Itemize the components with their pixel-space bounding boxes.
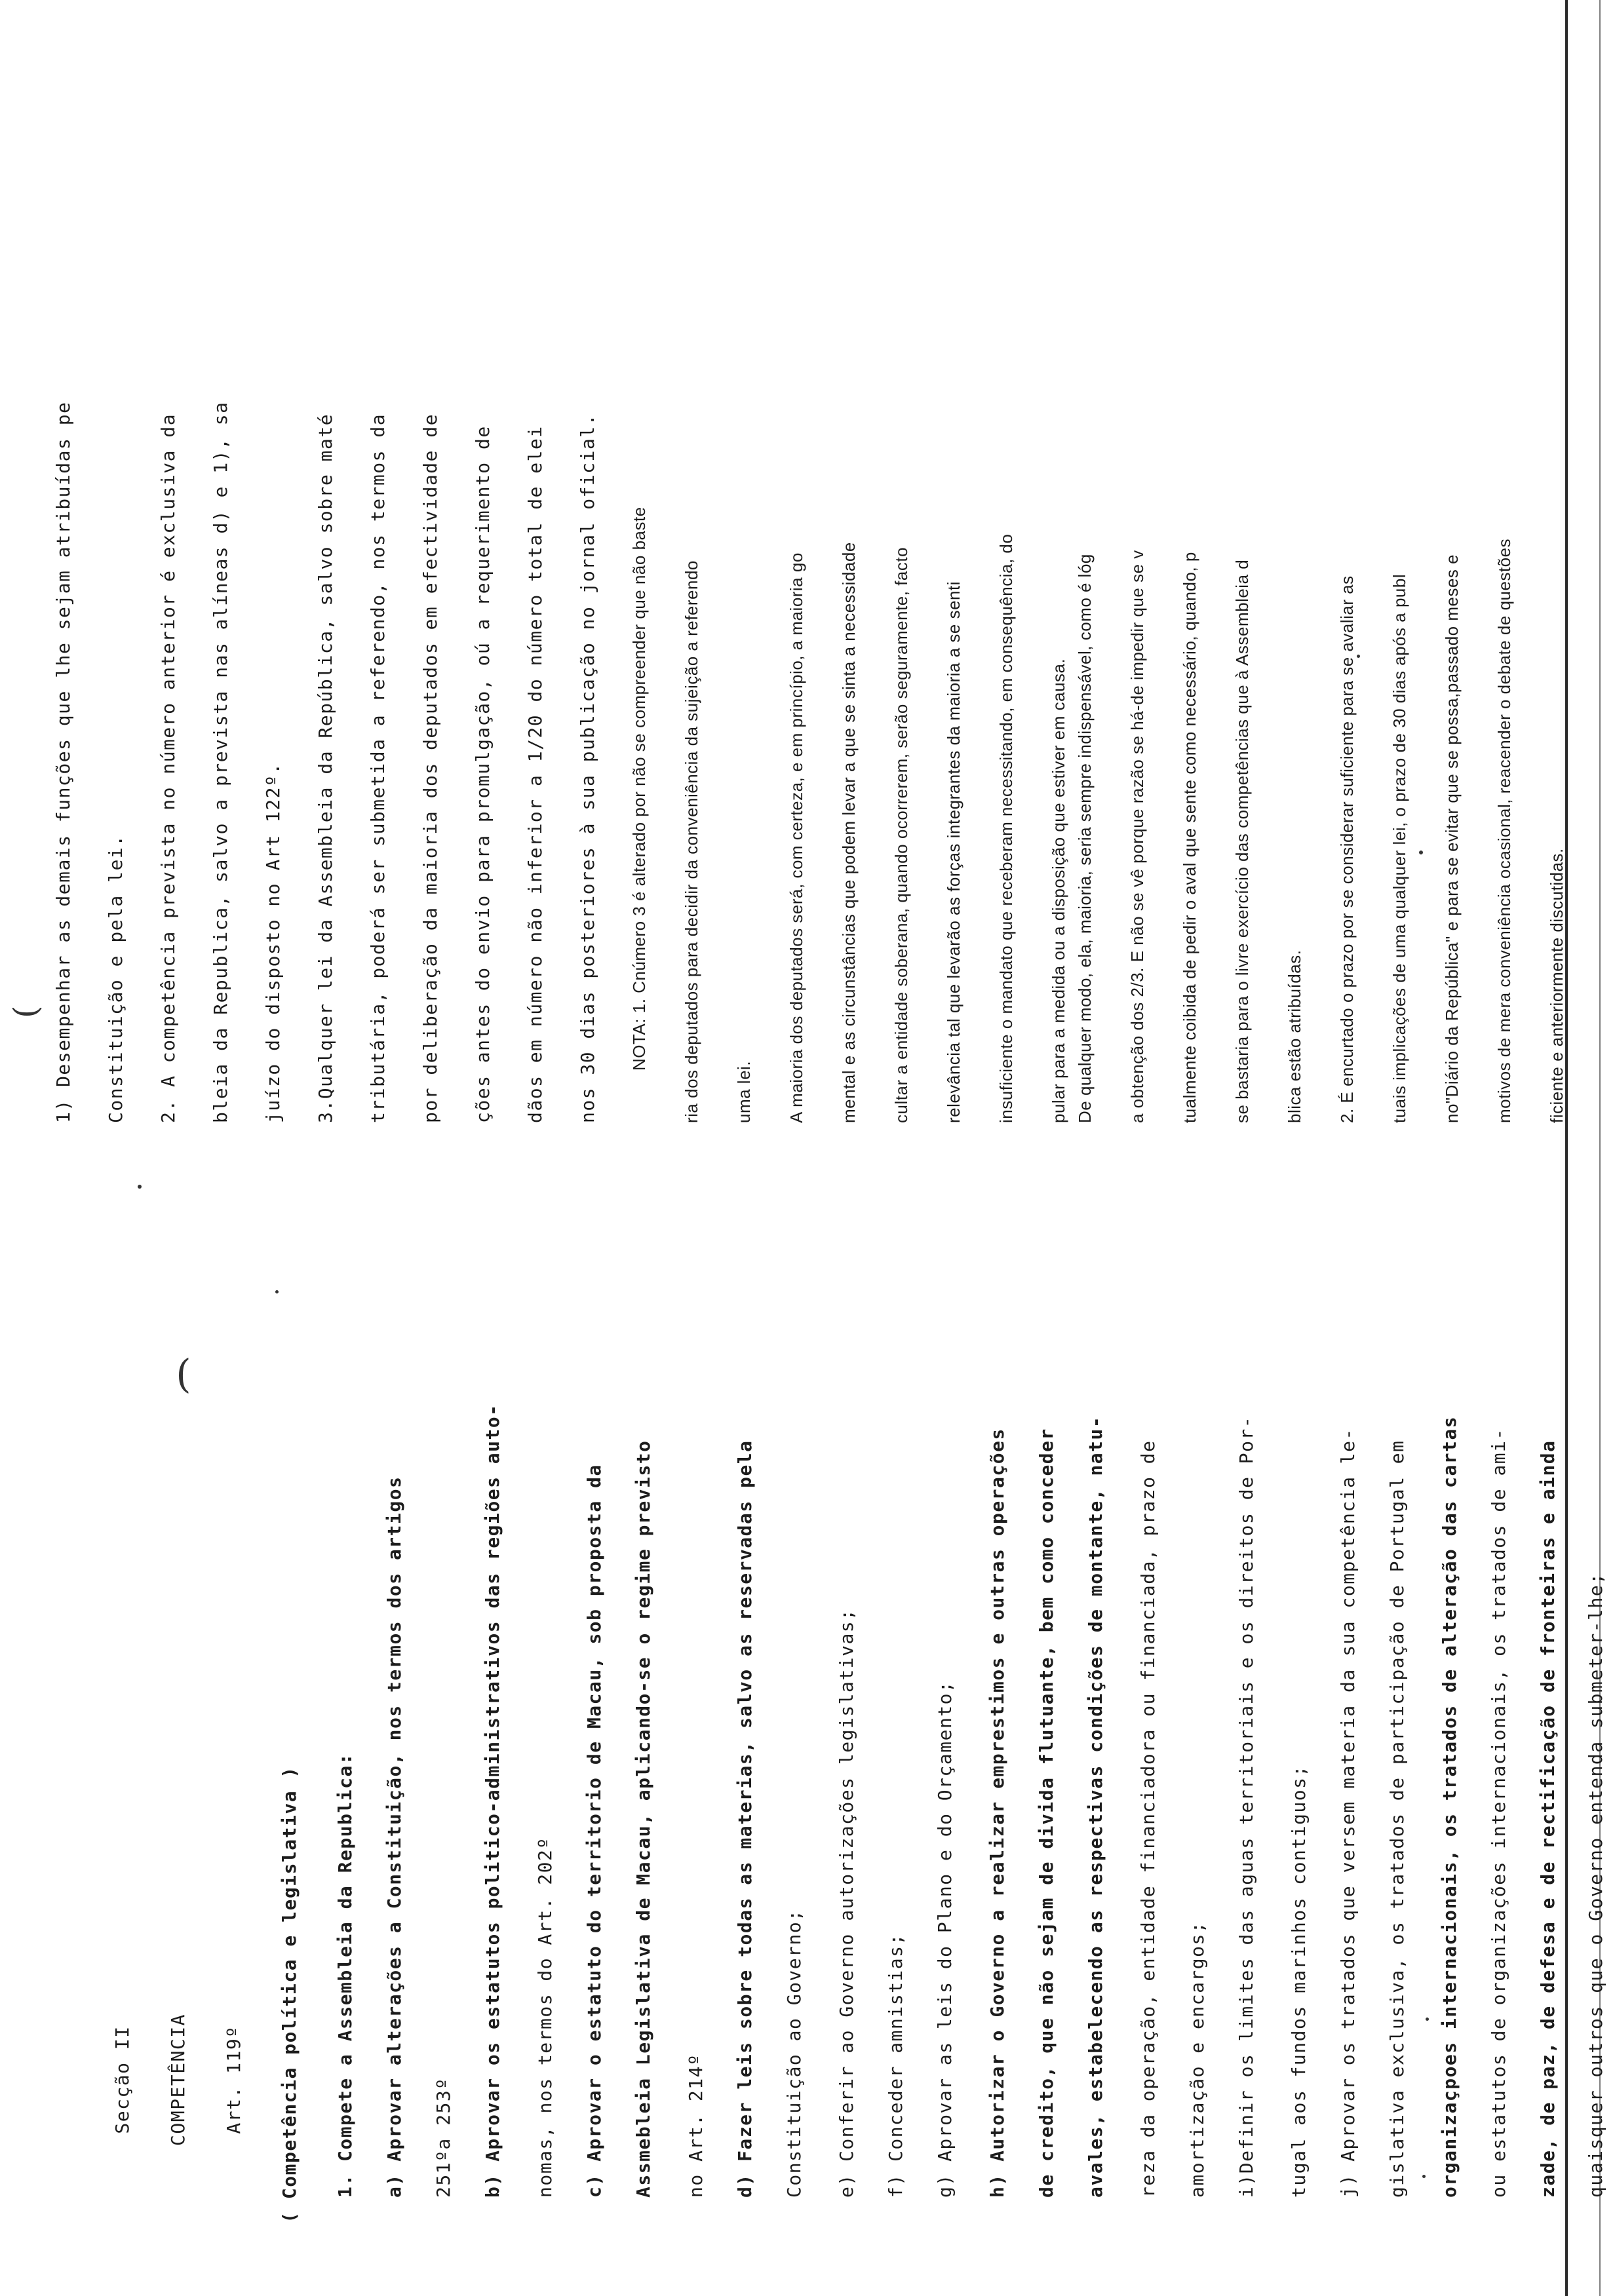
article-line: amortização e encargos;	[1186, 1921, 1208, 2198]
note-line: De qualquer modo, ela, maioria, seria sempre indispensável, como é lóg	[1075, 554, 1095, 1123]
note-line: ficiente e anteriormente discutidas.	[1547, 848, 1566, 1123]
article-line: a) Aprovar alterações a Constituição, nos termos dos artigos	[383, 1476, 405, 2198]
article-line: 1. Compete a Assembleia da Republica:	[334, 1752, 356, 2198]
article-line: g) Aprovar as leis do Plano e do Orçamento;	[934, 1680, 956, 2198]
article-line: ou estatutos de organizações internacionais, os tratados de ami-	[1488, 1428, 1509, 2198]
note-line: se bastaria para o livre exercício das competências que à Assembleia d	[1232, 559, 1252, 1123]
continuation-line: tributária, poderá ser submetida a referendo, nos termos da	[367, 413, 389, 1123]
article-line: h) Autorizar o Governo a realizar emprestimos e outras operações	[986, 1428, 1008, 2198]
continuation-line: nos 30 dias posteriores à sua publicação no jornal oficial.	[577, 413, 598, 1123]
continuation-line: ções antes do envio para promulgação, oú a requerimento de	[472, 425, 494, 1123]
section-subheading: COMPETÊNCIA	[167, 2014, 189, 2146]
article-line: e) Conferir ao Governo autorizações legislativas;	[836, 1608, 857, 2198]
note-line: relevância tal que levarão as forças integrantes da maioria a se senti	[944, 581, 963, 1123]
note-line: blica estão atribuídas.	[1285, 949, 1304, 1123]
article-line: j) Aprovar os tratados que versem materia da sua competência le-	[1337, 1428, 1359, 2198]
article-line: de credito, que não sejam de divida flutuante, bem como conceder	[1036, 1428, 1057, 2198]
article-line: avales, estabelecendo as respectivas condições de montante, natu-	[1085, 1415, 1106, 2198]
continuation-line: por deliberação da maioria dos deputados em efectividade de	[419, 413, 441, 1123]
note-line: tualmente coibida de pedir o aval que sente como necessário, quando, p	[1180, 552, 1199, 1123]
note-line: A maioria dos deputados será, com certeza, e em princípio, a maioria go	[787, 552, 806, 1123]
note-line: motivos de mera conveniência ocasional, reacender o debate de questões	[1494, 538, 1514, 1123]
bracket-mark: (	[176, 1351, 191, 1398]
article-line: c) Aprovar o estatuto do territorio de Macau, sob proposta da	[583, 1464, 605, 2198]
article-line: zade, de paz, de defesa e de rectificação de fronteiras e ainda	[1537, 1440, 1559, 2198]
note-line: mental e as circunstâncias que podem levar a que se sinta a necessidade	[839, 542, 859, 1123]
article-line: i)Definir os limites das aguas territoriais e os direitos de Por-	[1236, 1415, 1257, 2198]
continuation-line: 1) Desempenhar as demais funções que lhe sejam atribuídas pe	[52, 401, 74, 1123]
note-line: a obtenção dos 2/3. E não se vê porque razão se há-de impedir que se v	[1127, 550, 1147, 1123]
article-line: reza da operação, entidade financiadora ou financiada, prazo de	[1137, 1440, 1159, 2198]
note-line: NOTA: 1. Cnúmero 3 é alterado por não se compreender que não baste	[629, 507, 649, 1071]
section-heading: Secção II	[111, 2025, 133, 2134]
note-line: cultar a entidade soberana, quando ocorrerem, serão seguramente, facto	[891, 546, 911, 1123]
article-line: quaisquer outros que o Governo entenda submeter-lhe;	[1585, 1572, 1606, 2198]
continuation-line: 3.Qualquer lei da Assembleia da República, salvo sobre maté	[315, 413, 336, 1123]
note-line: insuficiente o mandato que receberam necessitando, em consequência, do	[996, 533, 1016, 1123]
note-line: tuais implicações de uma qualquer lei, o prazo de 30 dias após a publ	[1390, 573, 1409, 1123]
article-line: f) Conceder amnistias;	[885, 1933, 906, 2198]
article-number: Art. 119º	[223, 2025, 244, 2134]
continuation-line: juízo do disposto no Art 122º.	[262, 762, 284, 1123]
section-subtitle: ( Competência política e legislativa )	[279, 1766, 300, 2223]
note-line: no"Diário da República" e para se evitar que se possa,passado meses e	[1442, 554, 1462, 1123]
article-line: 251ºa 253º	[433, 2077, 454, 2198]
article-line: organizaçpoes internacionais, os tratados de alteração das cartas	[1439, 1415, 1460, 2198]
note-line: uma lei.	[734, 1060, 754, 1123]
article-line: no Art. 214º	[685, 2053, 707, 2198]
article-line: Constituição ao Governo;	[783, 1909, 805, 2198]
note-line: pular para a medida ou a disposição que estiver em causa.	[1049, 658, 1068, 1123]
continuation-line: Constituição e pela lei.	[105, 834, 126, 1123]
article-line: gislativa exclusiva, os tratados de participação de Portugal em	[1386, 1440, 1408, 2198]
article-line: Assmebleia Legislativa de Macau, aplicando-se o regime previsto	[632, 1440, 654, 2198]
bracket-mark: (	[7, 1005, 45, 1018]
article-line: tugal aos fundos marinhos contiguos;	[1288, 1765, 1310, 2198]
continuation-line: dãos em número não inferior a 1/20 do número total de elei	[524, 425, 546, 1123]
article-line: d) Fazer leis sobre todas as materias, salvo as reservadas pela	[734, 1440, 756, 2198]
note-line: 2. É encurtado o prazo por se considerar suficiente para se avaliar as	[1337, 575, 1357, 1123]
article-line: b) Aprovar os estatutos politico-administrativos das regiões auto-	[482, 1404, 503, 2198]
article-119-column	[0, 1149, 1615, 2296]
continuation-line: 2. A competência prevista no número anterior é exclusiva da	[157, 413, 179, 1123]
continuation-line: bleia da Republica, salvo a prevista nas alíneas d) e 1), sa	[210, 401, 231, 1123]
note-line: ria dos deputados para decidir da conveniência da sujeição a referendo	[682, 560, 701, 1123]
article-line: nomas, nos termos do Art. 202º	[534, 1837, 556, 2198]
